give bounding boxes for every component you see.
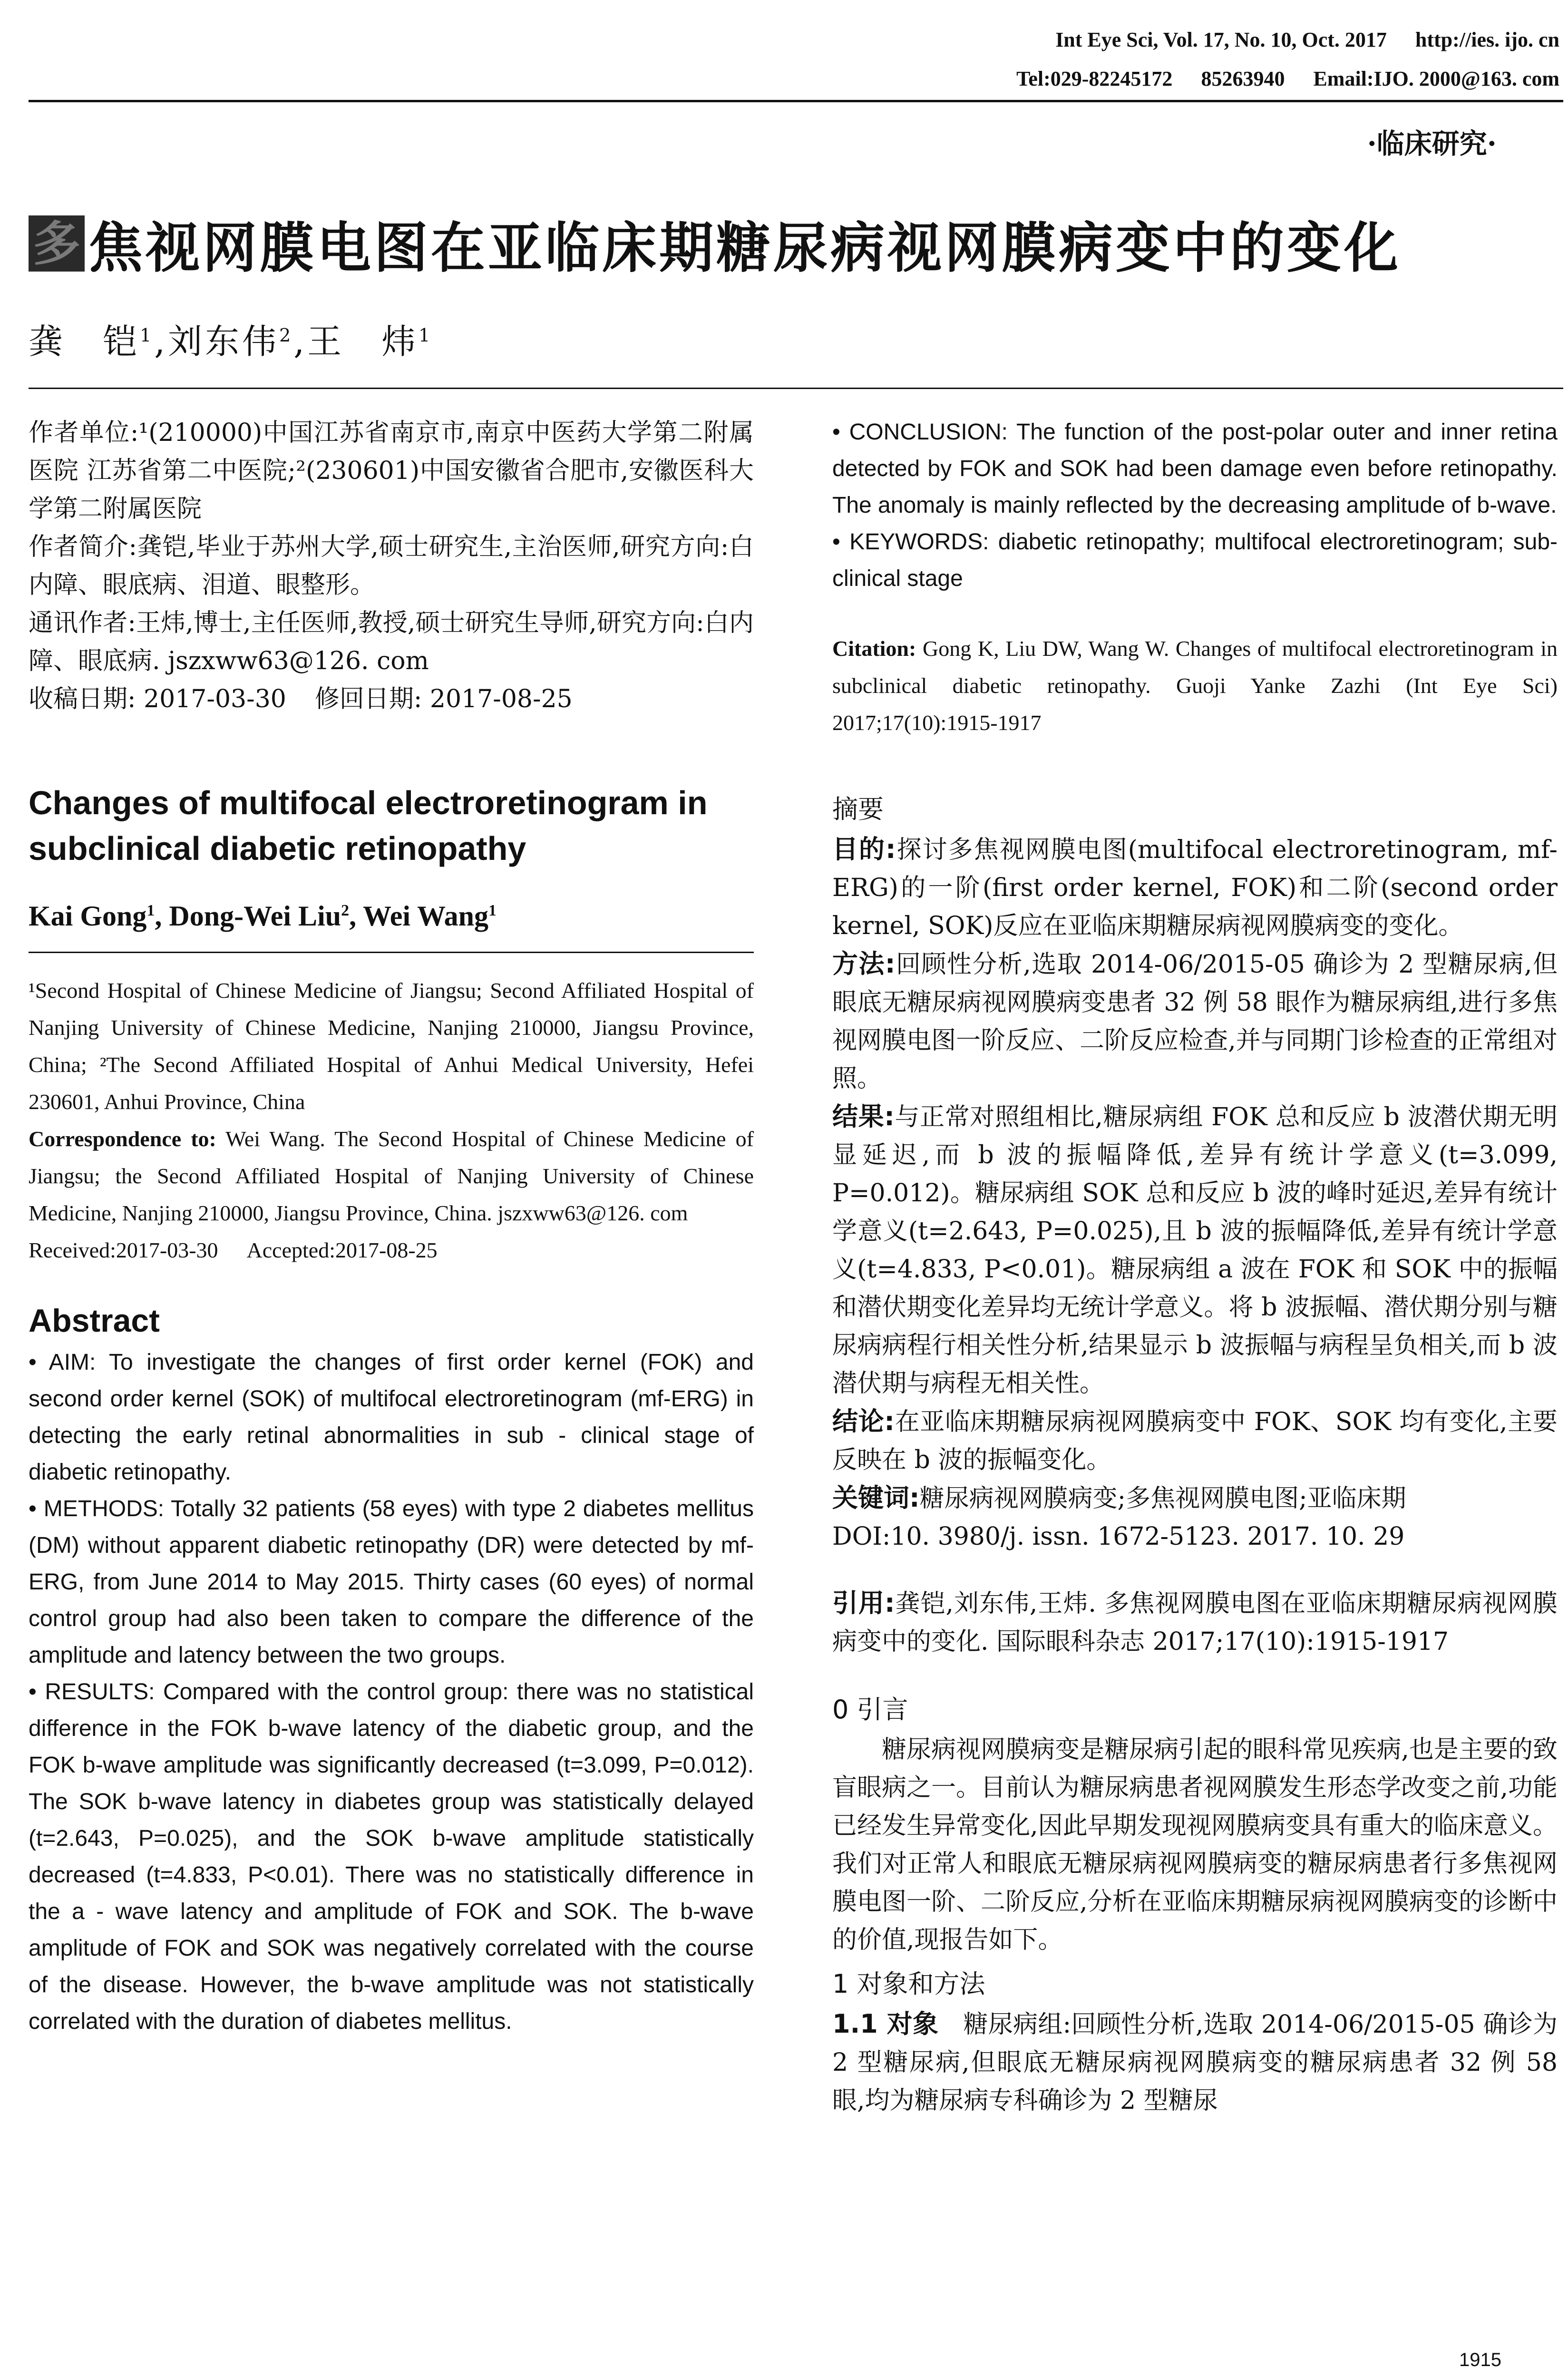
intro-heading: 0 引言 (832, 1695, 908, 1724)
left-column (29, 414, 754, 2040)
methods-text-cn: 回顾性分析,选取 2014-06/2015-05 确诊为 2 型糖尿病,但眼底无糖尿病视网膜病变患者 32 例 58 眼作为糖尿病组,进行多焦视网膜电图一阶反应、二阶反应检查,并与同期门诊检查的正常组对照。 (832, 950, 1558, 1093)
author-name: ,王 炜 (293, 321, 419, 361)
abstract-aim: • AIM: To investigate the changes of first order kernel (FOK) and second order kernel (SOK) of multifocal electroretinogram (mf-ERG) in detecting the early retinal abnormalities in sub - clinical stage of diabetic retinopathy. (29, 1350, 754, 1485)
cite-cn-text: 龚铠,刘东伟,王炜. 多焦视网膜电图在亚临床期糖尿病视网膜病变中的变化. 国际眼科杂志 2017;17(10):1915-1917 (832, 1589, 1558, 1656)
subjects-paragraph (832, 2005, 1558, 2120)
author-sup: 2 (341, 902, 350, 919)
author-name-en: , Wei Wang (349, 900, 489, 932)
abstract-cn-aim (832, 830, 1558, 945)
right-column (832, 414, 1558, 2120)
author-intro: 作者简介:龚铠,毕业于苏州大学,硕士研究生,主治医师,研究方向:白内障、眼底病、泪道、眼整形。 (29, 533, 754, 599)
section-label: ·临床研究· (1367, 127, 1497, 160)
abstract-cn-heading: 摘要 (832, 794, 884, 824)
article-title-block (29, 205, 1550, 280)
keywords-label-cn: 关键词: (832, 1483, 920, 1513)
conclusion-label-cn: 结论: (832, 1406, 895, 1436)
journal-url[interactable]: http://ies. ijo. cn (1415, 28, 1559, 51)
citation-text: Gong K, Liu DW, Wang W. Changes of multifocal electroretinogram in subclinical diabetic retinopathy. Guoji Yanke Zazhi (Int Eye Sci) 2017;17(10):1915-1917 (832, 636, 1558, 735)
correspondence-en (29, 1120, 754, 1232)
author-name: ,刘东伟 (154, 321, 280, 361)
abstract-cn-results (832, 1098, 1558, 1403)
aim-label-cn: 目的: (832, 834, 896, 864)
results-label-cn: 结果: (832, 1101, 895, 1131)
cite-cn-label: 引用: (832, 1588, 895, 1618)
article-title: 焦视网膜电图在亚临床期糖尿病视网膜病变中的变化 (88, 216, 1402, 280)
correspondence-text: Wei Wang. The Second Hospital of Chinese Medicine of Jiangsu; the Second Affiliated Hospital of Nanjing University of Chinese Medicine, Nanjing 210000, Jiangsu Province, China. jszxww63@126. com (29, 1127, 754, 1225)
page-number: 1915 (1459, 2349, 1501, 2370)
received-date-en: Received:2017-03-30 (29, 1238, 218, 1262)
abstract-heading: Abstract (29, 1303, 160, 1339)
journal-tel2: 85263940 (1201, 67, 1285, 90)
affiliation-en: ¹Second Hospital of Chinese Medicine of Jiangsu; Second Affiliated Hospital of Nanjing University of Chinese Medicine, Nanjing 210000, Jiangsu Province, China; ²The Second Affiliated Hospital of Anhui Medical University, Hefei 230601, Anhui Province, China (29, 978, 754, 1114)
journal-email[interactable]: Email:IJO. 2000@163. com (1313, 67, 1559, 90)
correspondence-label: Correspondence to: (29, 1127, 216, 1151)
conclusion-text-cn: 在亚临床期糖尿病视网膜病变中 FOK、SOK 均有变化,主要反映在 b 波的振幅变化。 (832, 1408, 1558, 1474)
authors-en (29, 900, 754, 933)
header-rule (29, 100, 1563, 102)
aim-text-cn: 探讨多焦视网膜电图(multifocal electroretinogram, mf-ERG)的一阶(first order kernel, FOK)和二阶(second order kernel, SOK)反应在亚临床期糖尿病视网膜病变的变化。 (832, 836, 1558, 940)
author-name: 龚 铠 (29, 321, 140, 361)
accepted-date-en: Accepted:2017-08-25 (246, 1238, 438, 1262)
revised-date-cn: 修回日期: 2017-08-25 (314, 685, 573, 713)
subjects-text: 糖尿病组:回顾性分析,选取 2014-06/2015-05 确诊为 2 型糖尿病,但眼底无糖尿病视网膜病变的糖尿病患者 32 例 58 眼,均为糖尿病专科确诊为 2 型糖尿 (832, 2010, 1558, 2115)
abstract-cn-methods (832, 945, 1558, 1098)
journal-citation: Int Eye Sci, Vol. 17, No. 10, Oct. 2017 (1055, 28, 1387, 51)
results-text-cn: 与正常对照组相比,糖尿病组 FOK 总和反应 b 波潜伏期无明显延迟,而 b 波的振幅降低,差异有统计学意义(t=3.099, P=0.012)。糖尿病组 SOK 总和反应 b 波的峰时延迟,差异有统计学意义(t=2.643, P=0.025),且 b 波的振幅降低,差异有统计学意义(t=4.833, P<0.01)。糖尿病组 a 波在 FOK 和 SOK 中的振幅和潜伏期变化差异均无统计学意义。将 b 波振幅、潜伏期分别与糖尿病病程行相关性分析,结果显示 b 波振幅与病程呈负相关,而 b 波潜伏期与病程无相关性。 (832, 1103, 1558, 1398)
journal-header (1027, 28, 1559, 52)
abstract-cn-keywords (832, 1479, 1558, 1518)
author-sup: 1 (419, 325, 433, 346)
abstract-methods: • METHODS: Totally 32 patients (58 eyes) with type 2 diabetes mellitus (DM) without apparent diabetic retinopathy (DR) were detected by mf-ERG, from June 2014 to May 2015. Thirty cases (60 eyes) of normal control group had also been taken to compare the difference of the amplitude and latency between the two groups. (29, 1496, 754, 1668)
subjects-label: 1.1 对象 (832, 2009, 939, 2039)
citation-en (832, 630, 1558, 741)
author-name-en: Kai Gong (29, 900, 147, 932)
keywords-text-cn: 糖尿病视网膜病变;多焦视网膜电图;亚临床期 (919, 1484, 1406, 1513)
abstract-conclusion: • CONCLUSION: The function of the post-polar outer and inner retina detected by FOK and SOK had been damage even before retinopathy. The anomaly is mainly reflected by the decreasing amplitude of b-wave. (832, 419, 1558, 518)
dates-en (29, 1232, 754, 1269)
doi: DOI:10. 3980/j. issn. 1672-5123. 2017. 10. 29 (832, 1522, 1405, 1551)
title-rule (29, 388, 1563, 389)
author-name-en: , Dong-Wei Liu (155, 900, 341, 932)
title-first-char-box: 多 (29, 215, 85, 272)
citation-cn (832, 1584, 1558, 1661)
author-sup: 1 (146, 902, 155, 919)
authors-rule (29, 952, 754, 953)
authors-cn (29, 314, 433, 363)
journal-contact (988, 67, 1559, 91)
dates-cn (29, 680, 754, 718)
affiliation-cn: 作者单位:¹(210000)中国江苏省南京市,南京中医药大学第二附属医院 江苏省第二中医院;²(230601)中国安徽省合肥市,安徽医科大学第二附属医院 (29, 419, 754, 523)
methods-label-cn: 方法: (832, 949, 896, 979)
author-sup: 2 (279, 325, 294, 346)
author-sup: 1 (488, 902, 497, 919)
author-sup: 1 (140, 325, 155, 346)
citation-label: Citation: (832, 636, 916, 661)
methods-heading: 1 对象和方法 (832, 1969, 985, 1999)
corresponding-author-cn: 通讯作者:王炜,博士,主任医师,教授,硕士研究生导师,研究方向:白内障、眼底病. jszxww63@126. com (29, 609, 754, 675)
abstract-keywords: • KEYWORDS: diabetic retinopathy; multifocal electroretinogram; sub-clinical stage (832, 529, 1558, 591)
received-date-cn: 收稿日期: 2017-03-30 (29, 685, 286, 713)
english-title: Changes of multifocal electroretinogram in subclinical diabetic retinopathy (29, 784, 708, 867)
journal-tel: Tel:029-82245172 (1016, 67, 1173, 90)
intro-paragraph: 糖尿病视网膜病变是糖尿病引起的眼科常见疾病,也是主要的致盲眼病之一。目前认为糖尿病患者视网膜发生形态学改变之前,功能已经发生异常变化,因此早期发现视网膜病变具有重大的临床意义。我们对正常人和眼底无糖尿病视网膜病变的糖尿病患者行多焦视网膜电图一阶、二阶反应,分析在亚临床期糖尿病视网膜病变的诊断中的价值,现报告如下。 (832, 1735, 1558, 1954)
abstract-cn-conclusion (832, 1403, 1558, 1479)
abstract-results: • RESULTS: Compared with the control group: there was no statistical difference in the FOK b-wave latency of the diabetic group, and the FOK b-wave amplitude was significantly decreased (t=3.099, P=0.012). The SOK b-wave latency in diabetes group was statistically delayed (t=2.643, P=0.025), and the SOK b-wave amplitude statistically decreased (t=4.833, P<0.01). There was no statistically difference in the a - wave latency and amplitude of FOK and SOK. The b-wave amplitude of FOK and SOK was negatively correlated with the course of the disease. However, the b-wave amplitude was not statistically correlated with the duration of diabetes mellitus. (29, 1679, 754, 2034)
